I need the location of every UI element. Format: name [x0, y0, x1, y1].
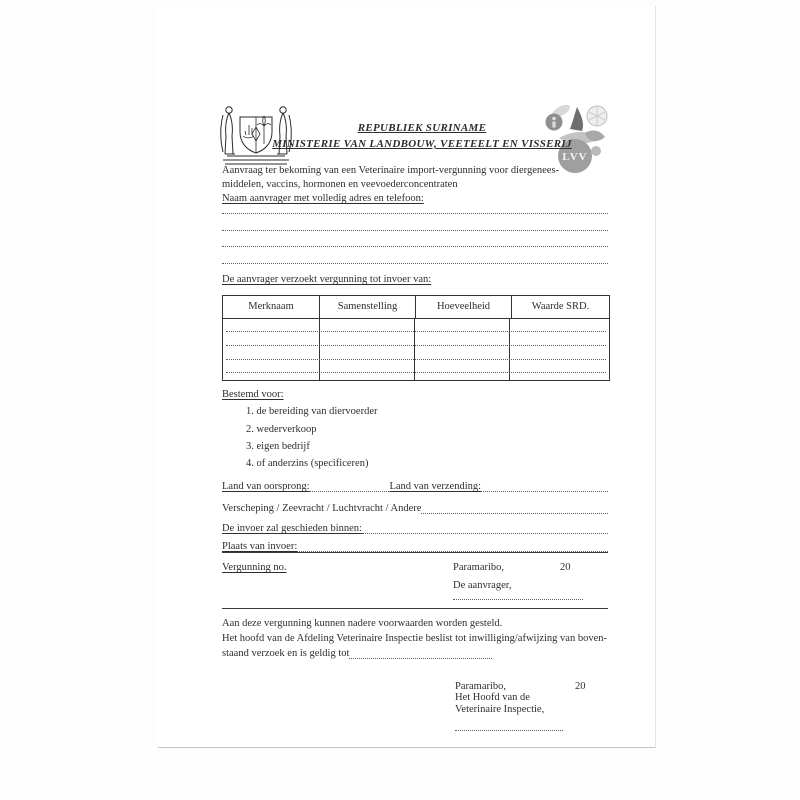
- transport-field-row: [222, 502, 608, 516]
- applicant-address-label: Naam aanvrager met volledig adres en telefoon:: [222, 193, 424, 204]
- table-row-fill-line: [226, 359, 606, 360]
- permit-year-prefix: 20: [560, 562, 571, 573]
- validity-field-row: [222, 647, 492, 661]
- table-header-row: [223, 296, 609, 319]
- intro-line-2: middelen, vaccins, hormonen en veevoederconcentraten: [222, 179, 458, 190]
- purpose-item-3: 3. eigen bedrijf: [246, 441, 310, 452]
- transport-fill-line: [421, 510, 608, 514]
- table-header-waarde-srd: Waarde SRD.: [531, 301, 590, 312]
- applicant-signature-label: De aanvrager,: [453, 580, 512, 591]
- table-body: [223, 319, 609, 380]
- import-within-label: De invoer zal geschieden binnen:: [222, 523, 362, 534]
- conditions-line: Aan deze vergunning kunnen nadere voorwaarden worden gesteld.: [222, 618, 503, 629]
- head-title-line-1: Het Hoofd van de: [455, 692, 530, 703]
- footer-city-label: Paramaribo,: [455, 681, 507, 692]
- table-column-divider: [509, 319, 510, 380]
- origin-country-label: Land van oorsprong:: [222, 481, 310, 492]
- applicant-signature-line: [453, 598, 583, 600]
- import-place-label: Plaats van invoer:: [222, 541, 298, 552]
- title-line-2: MINISTERIE VAN LANDBOUW, VEETEELT EN VISSERIJ: [272, 138, 572, 150]
- origin-fill-line: [309, 488, 389, 492]
- decision-line-1: Het hoofd van de Afdeling Veterinaire Inspectie beslist tot inwilliging/afwijzing van boven-: [222, 633, 608, 644]
- import-within-field-row: [222, 522, 608, 536]
- head-title-line-2: Veterinaire Inspectie,: [455, 704, 545, 715]
- table-header-hoeveelheid: Hoeveelheid: [416, 296, 512, 318]
- table-header-samenstelling: Samenstelling: [320, 296, 416, 318]
- intro-line-1: Aanvraag ter bekoming van een Veterinaire import-vergunning voor diergenees-: [222, 165, 560, 176]
- title-line-1: REPUBLIEK SURINAME: [357, 122, 487, 134]
- purpose-item-2: 2. wederverkoop: [246, 424, 317, 435]
- table-column-divider: [319, 319, 320, 380]
- country-field-row: [222, 480, 608, 494]
- table-row-fill-line: [226, 331, 606, 332]
- validity-fill-line: [349, 655, 492, 659]
- import-within-fill-line: [362, 530, 608, 534]
- applicant-fill-line: [222, 212, 608, 214]
- applicant-fill-line: [222, 245, 608, 247]
- section-divider: [222, 608, 608, 609]
- table-header-merknaam: Merknaam: [223, 296, 320, 318]
- import-goods-table: [222, 295, 610, 381]
- permit-number-label: Vergunning no.: [222, 562, 287, 573]
- form-page: [158, 6, 656, 748]
- shipment-fill-line: [481, 488, 608, 492]
- shipment-country-label: Land van verzending:: [389, 481, 482, 492]
- table-row-fill-line: [226, 372, 606, 373]
- purpose-item-1: 1. de bereiding van diervoerder: [246, 406, 378, 417]
- applicant-fill-line: [222, 229, 608, 231]
- transport-mode-label: Verscheping / Zeevracht / Luchtvracht / Andere: [222, 503, 422, 514]
- section-divider: [222, 552, 608, 553]
- logo-lvv-text: LVV: [562, 151, 588, 163]
- purpose-label: Bestemd voor:: [222, 389, 284, 400]
- decision-line-2: staand verzoek en is geldig tot: [222, 648, 350, 659]
- permit-city-label: Paramaribo,: [453, 562, 505, 573]
- footer-year-prefix: 20: [575, 681, 586, 692]
- table-column-divider: [414, 319, 415, 380]
- table-row-fill-line: [226, 345, 606, 346]
- request-label: De aanvrager verzoekt vergunning tot invoer van:: [222, 274, 432, 285]
- document-title: [272, 120, 572, 152]
- applicant-fill-line: [222, 262, 608, 264]
- head-signature-line: [455, 729, 563, 731]
- purpose-item-4: 4. of anderzins (specificeren): [246, 458, 369, 469]
